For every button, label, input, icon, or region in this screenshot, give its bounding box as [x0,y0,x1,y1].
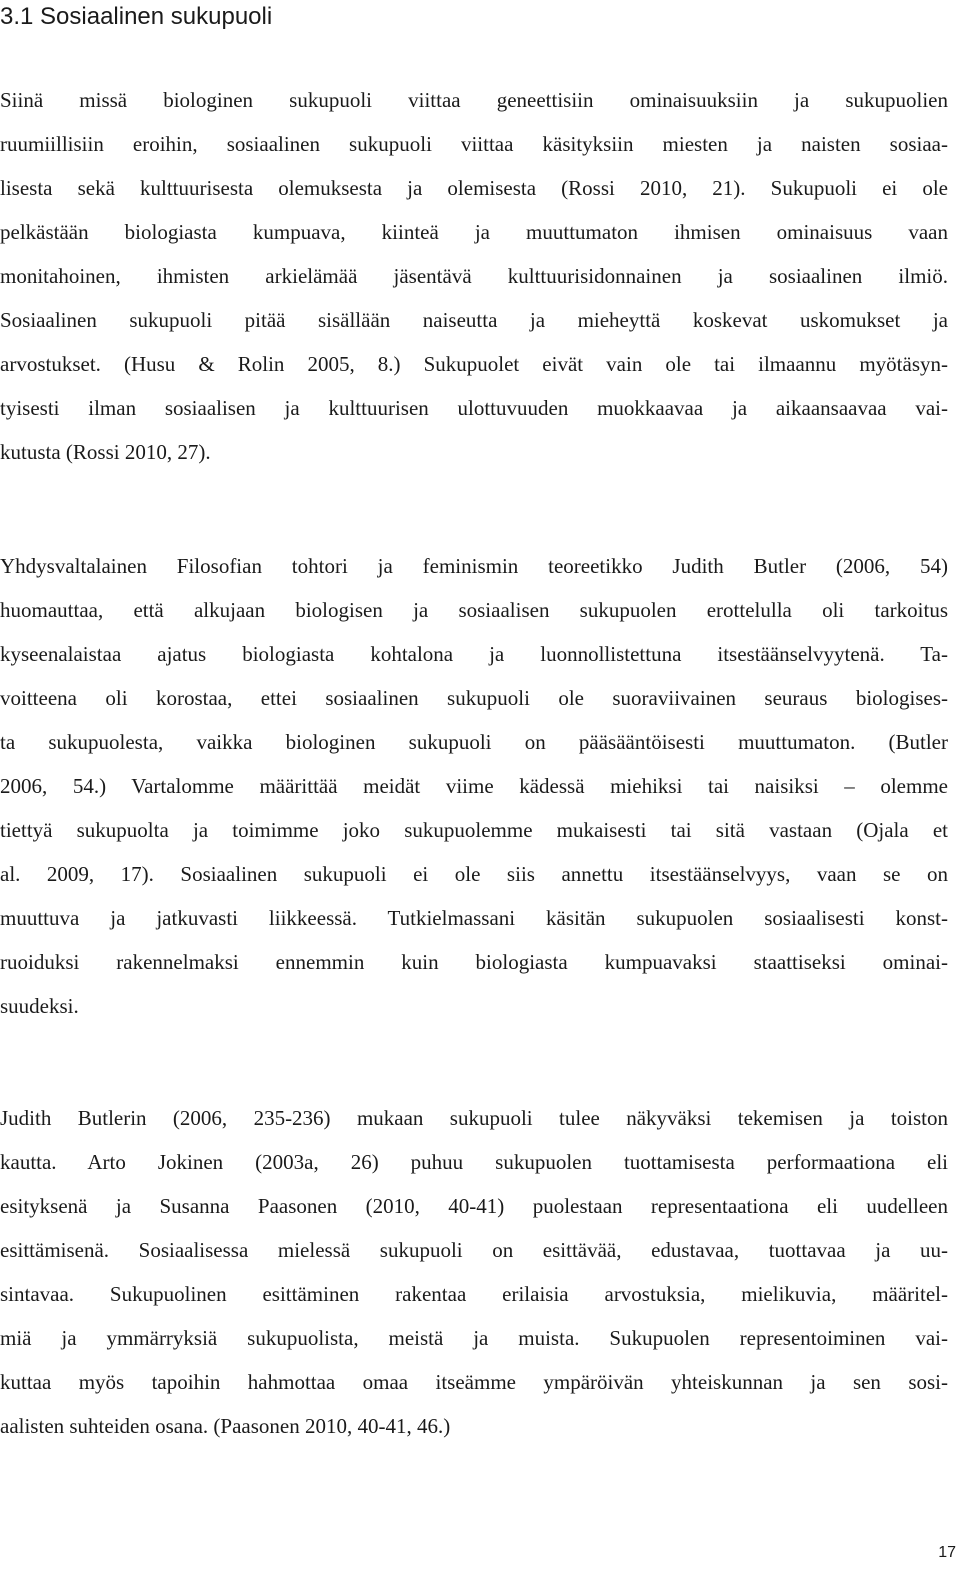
paragraph-line: voitteena oli korostaa, ettei sosiaalinen sukupuoli ole suoraviivainen seuraus biologises- [0,686,948,710]
paragraph-line: Siinä missä biologinen sukupuoli viittaa geneettisiin ominaisuuksiin ja sukupuolien [0,88,948,112]
paragraph-2 [0,544,948,1028]
paragraph-1 [0,78,948,474]
paragraph-line: kuttaa myös tapoihin hahmottaa omaa itseämme ympäröivän yhteiskunnan ja sen sosi- [0,1370,948,1394]
paragraph-line: Sosiaalinen sukupuoli pitää sisällään naiseutta ja mieheyttä koskevat uskomukset ja [0,308,948,332]
paragraph-line: ruumiillisiin eroihin, sosiaalinen sukupuoli viittaa käsityksiin miesten ja naisten sosiaa- [0,132,948,156]
paragraph-line: esityksenä ja Susanna Paasonen (2010, 40-41) puolestaan representaationa eli uudelleen [0,1194,948,1218]
paragraph-line: ruoiduksi rakennelmaksi ennemmin kuin biologiasta kumpuavaksi staattiseksi ominai- [0,950,948,974]
paragraph-line: arvostukset. (Husu & Rolin 2005, 8.) Sukupuolet eivät vain ole tai ilmaannu myötäsyn- [0,352,948,376]
paragraph-line: 2006, 54.) Vartalomme määrittää meidät viime kädessä miehiksi tai naisiksi – olemme [0,774,948,798]
paragraph-line: Judith Butlerin (2006, 235-236) mukaan sukupuoli tulee näkyväksi tekemisen ja toiston [0,1106,948,1130]
paragraph-line: lisesta sekä kulttuurisesta olemuksesta ja olemisesta (Rossi 2010, 21). Sukupuoli ei ole [0,176,948,200]
paragraph-line: muuttuva ja jatkuvasti liikkeessä. Tutkielmassani käsitän sukupuolen sosiaalisesti konst- [0,906,948,930]
paragraph-line: kautta. Arto Jokinen (2003a, 26) puhuu sukupuolen tuottamisesta performaationa eli [0,1150,948,1174]
paragraph-line: kutusta (Rossi 2010, 27). [0,440,211,464]
paragraph-3 [0,1096,948,1448]
paragraph-line: suudeksi. [0,994,79,1018]
paragraph-line: monitahoinen, ihmisten arkielämää jäsentävä kulttuurisidonnainen ja sosiaalinen ilmiö. [0,264,948,288]
paragraph-line: Yhdysvaltalainen Filosofian tohtori ja feminismin teoreetikko Judith Butler (2006, 54) [0,554,948,578]
paragraph-line: sintavaa. Sukupuolinen esittäminen rakentaa erilaisia arvostuksia, mielikuvia, määritel- [0,1282,948,1306]
paragraph-line: tyisesti ilman sosiaalisen ja kulttuurisen ulottuvuuden muokkaavaa ja aikaansaavaa vai- [0,396,948,420]
section-heading: 3.1 Sosiaalinen sukupuoli [0,3,273,30]
paragraph-line: aalisten suhteiden osana. (Paasonen 2010, 40-41, 46.) [0,1414,451,1438]
paragraph-line: miä ja ymmärryksiä sukupuolista, meistä ja muista. Sukupuolen representoiminen vai- [0,1326,948,1350]
paragraph-line: al. 2009, 17). Sosiaalinen sukupuoli ei ole siis annettu itsestäänselvyys, vaan se on [0,862,948,886]
paragraph-line: pelkästään biologiasta kumpuava, kiinteä ja muuttumaton ihmisen ominaisuus vaan [0,220,948,244]
paragraph-line: tiettyä sukupuolta ja toimimme joko sukupuolemme mukaisesti tai sitä vastaan (Ojala et [0,818,948,842]
paragraph-line: esittämisenä. Sosiaalisessa mielessä sukupuoli on esittävää, edustavaa, tuottavaa ja uu- [0,1238,948,1262]
paragraph-line: ta sukupuolesta, vaikka biologinen sukupuoli on pääsääntöisesti muuttumaton. (Butler [0,730,948,754]
paragraph-line: kyseenalaistaa ajatus biologiasta kohtalona ja luonnollistettuna itsestäänselvyytenä. Ta- [0,642,948,666]
paragraph-line: huomauttaa, että alkujaan biologisen ja sosiaalisen sukupuolen erottelulla oli tarkoitus [0,598,948,622]
page-number: 17 [938,1544,956,1561]
